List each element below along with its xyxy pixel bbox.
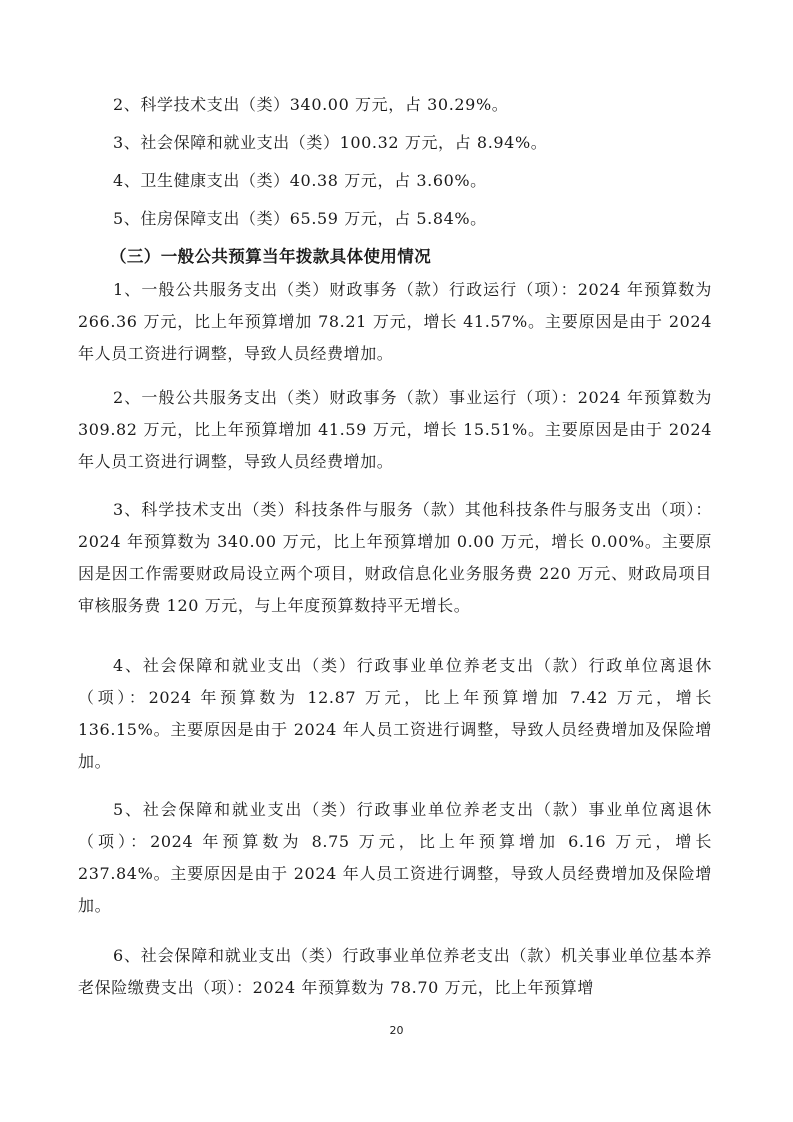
paragraph-5: 5、社会保障和就业支出（类）行政事业单位养老支出（款）事业单位离退休（项）：2024 年预算数为 8.75 万元，比上年预算增加 6.16 万元，增长 237.84%。主要原因是由于 2024 年人员工资进行调整，导致人员经费增加及保险增加。 — [78, 800, 712, 915]
paragraph-6: 6、社会保障和就业支出（类）行政事业单位养老支出（款）机关事业单位基本养老保险缴费支出（项）：2024 年预算数为 78.70 万元，比上年预算增 — [78, 946, 712, 997]
list-item-social-security: 3、社会保障和就业支出（类）100.32 万元，占 8.94%。 — [113, 133, 548, 152]
paragraph-1: 1、一般公共服务支出（类）财政事务（款）行政运行（项）：2024 年预算数为 266.36 万元，比上年预算增加 78.21 万元，增长 41.57%。主要原因是由于 2024 年人员工资进行调整，导致人员经费增加。 — [78, 280, 712, 363]
paragraph-3: 3、科学技术支出（类）科技条件与服务（款）其他科技条件与服务支出（项）：2024 年预算数为 340.00 万元，比上年预算增加 0.00 万元，增长 0.00%。主要原因是因工作需要财政局设立两个项目，财政信息化业务服务费 220 万元、财政局项目审核服务费 120 万元，与上年度预算数持平无增长。 — [78, 500, 712, 615]
list-item-health: 4、卫生健康支出（类）40.38 万元，占 3.60%。 — [113, 171, 487, 190]
section-heading: （三）一般公共预算当年拨款具体使用情况 — [110, 247, 432, 266]
paragraph-4: 4、社会保障和就业支出（类）行政事业单位养老支出（款）行政单位离退休（项）：2024 年预算数为 12.87 万元，比上年预算增加 7.42 万元，增长 136.15%。主要原因是由于 2024 年人员工资进行调整，导致人员经费增加及保险增加。 — [78, 656, 712, 771]
page-number: 20 — [389, 1024, 404, 1037]
list-item-housing: 5、住房保障支出（类）65.59 万元，占 5.84%。 — [113, 209, 487, 228]
list-item-science-tech: 2、科学技术支出（类）340.00 万元，占 30.29%。 — [113, 95, 509, 114]
paragraph-2: 2、一般公共服务支出（类）财政事务（款）事业运行（项）：2024 年预算数为 309.82 万元，比上年预算增加 41.59 万元，增长 15.51%。主要原因是由于 2024 年人员工资进行调整，导致人员经费增加。 — [78, 388, 712, 471]
